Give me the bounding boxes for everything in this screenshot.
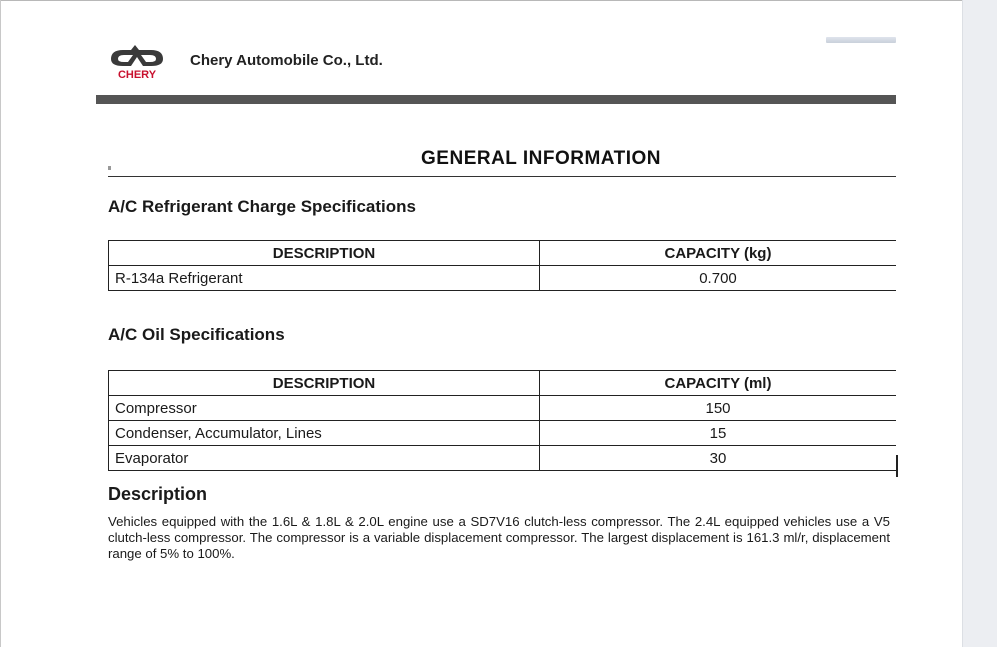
row-capacity: 150 bbox=[540, 396, 897, 421]
description-heading: Description bbox=[108, 484, 208, 504]
window-left-border bbox=[0, 0, 1, 647]
description-body: Vehicles equipped with the 1.6L & 1.8L & 2.0L engine use a SD7V16 clutch-less compressor. The 2.4L equipped vehicles use a V5 clutch-less compressor. The compressor is a variable displacement compressor. The largest displacement is 161.3 ml/r, displacement range of 5% to 100%. bbox=[108, 514, 890, 561]
table-header-row bbox=[109, 241, 897, 266]
page-title: GENERAL INFORMATION bbox=[421, 148, 661, 169]
row-capacity: 15 bbox=[540, 421, 897, 446]
refrigerant-section-title: A/C Refrigerant Charge Specifications bbox=[108, 197, 416, 216]
table-row bbox=[109, 421, 897, 446]
row-description: Evaporator bbox=[109, 446, 540, 471]
viewer-right-margin bbox=[962, 0, 997, 647]
oil-section-title: A/C Oil Specifications bbox=[108, 325, 285, 344]
window-top-border bbox=[0, 0, 997, 1]
refrigerant-table bbox=[108, 240, 896, 291]
title-rule bbox=[108, 176, 896, 177]
column-header-description: DESCRIPTION bbox=[109, 241, 540, 266]
table-row bbox=[109, 446, 897, 471]
table-edge-mark bbox=[896, 455, 898, 477]
logo-wordmark: CHERY bbox=[117, 69, 157, 81]
company-name: Chery Automobile Co., Ltd. bbox=[190, 52, 383, 69]
column-header-description: DESCRIPTION bbox=[109, 371, 540, 396]
table-row bbox=[109, 396, 897, 421]
row-capacity: 0.700 bbox=[540, 266, 897, 291]
header-bar bbox=[96, 95, 896, 104]
column-header-capacity: CAPACITY (kg) bbox=[540, 241, 897, 266]
table-header-row bbox=[109, 371, 897, 396]
row-description: Compressor bbox=[109, 396, 540, 421]
chery-logo-icon bbox=[106, 44, 168, 82]
table-row bbox=[109, 266, 897, 291]
row-capacity: 30 bbox=[540, 446, 897, 471]
oil-table bbox=[108, 370, 896, 471]
column-header-capacity: CAPACITY (ml) bbox=[540, 371, 897, 396]
page-corner-mark bbox=[826, 37, 896, 43]
row-description: R-134a Refrigerant bbox=[109, 266, 540, 291]
row-description: Condenser, Accumulator, Lines bbox=[109, 421, 540, 446]
